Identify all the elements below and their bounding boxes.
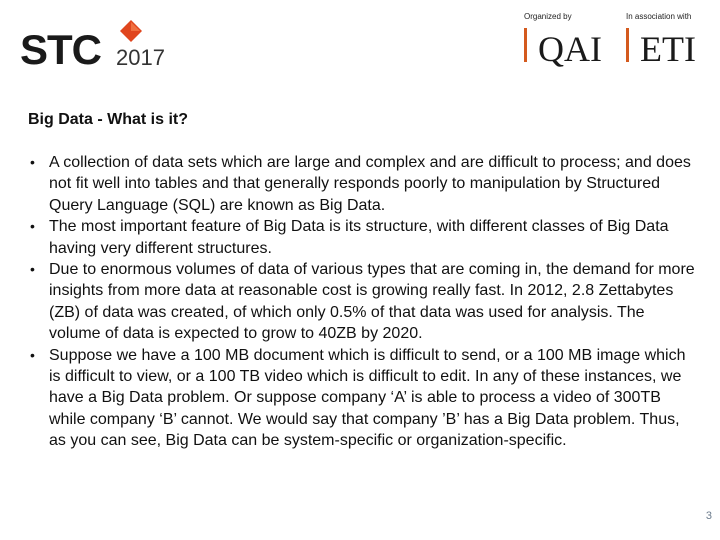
bullet-item [28,345,700,452]
organizers [522,12,712,68]
bullet-marker: • [30,154,35,170]
bullet-marker: • [30,261,35,278]
diamond-icon [120,20,142,42]
bullet-item [28,216,700,259]
bullet-marker: • [30,218,35,235]
slide-header [0,0,720,80]
page-number: 3 [705,510,712,522]
bullet-text: The most important feature of Big Data is its structure, with different classes of Big Data having very different structures. [49,218,669,257]
slide-content [28,110,700,452]
bullet-text: A collection of data sets which are large and complex and are difficult to process; and does not fit well into tables and that generally responds poorly to manipulation by Structured Query Language (SQL) are known as Big Data. [49,154,691,214]
bullet-item [28,259,700,345]
bullet-text: Due to enormous volumes of data of various types that are coming in, the demand for more insights from more data at reasonable cost is growing really fast. In 2012, 2.8 Zettabytes (ZB) of data was created, of which only 0.5% of that data was used for analysis. The volume of data is expected to grow to 40ZB by 2020. [49,261,695,343]
eti-logo: ETI [640,29,696,69]
organizer-caption: Organized by [524,12,572,21]
logo-main-text: STC [20,26,101,73]
association-divider [626,28,629,62]
bullet-marker: • [30,346,35,363]
association-caption: In association with [626,12,692,21]
bullet-list [28,152,700,452]
slide-title: Big Data - What is it? [28,111,188,128]
organizer-divider [524,28,527,62]
bullet-text: Suppose we have a 100 MB document which is difficult to send, or a 100 MB image which is difficult to view, or a 100 TB video which is difficult to edit. In any of these instances, we have a Big Data problem. Or suppose company ‘A’ is able to process a video of 300TB while company ‘B’ cannot. We would say that company ’B’ has a Big Data problem. Thus, as you can see, Big Data can be system-specific or organization-specific. [49,346,686,450]
bullet-item [28,152,700,216]
qai-logo: QAI [538,29,602,69]
logo-year-text: 2017 [116,45,165,70]
stc-logo [20,18,180,73]
